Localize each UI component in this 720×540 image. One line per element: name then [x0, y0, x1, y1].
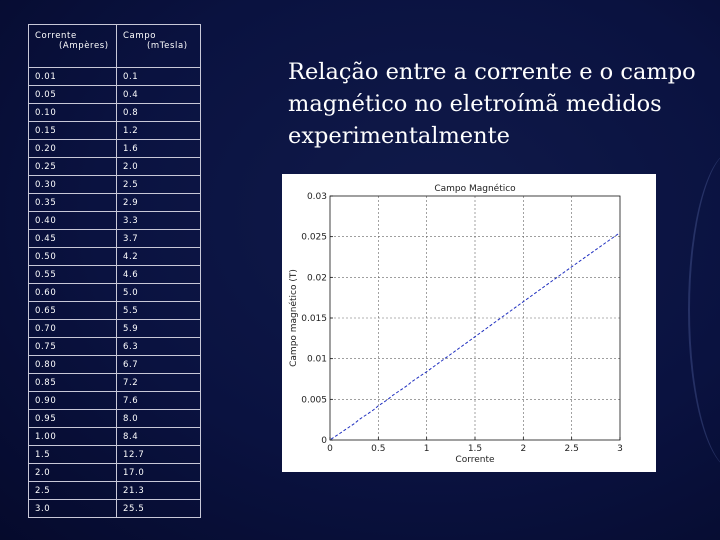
cell-corrente: 3.0 — [29, 500, 117, 518]
header-corrente-line2: (Ampères) — [59, 41, 109, 51]
y-tick-label: 0.01 — [306, 354, 327, 365]
cell-campo: 4.2 — [117, 248, 201, 266]
cell-corrente: 0.80 — [29, 356, 117, 374]
cell-campo: 8.4 — [117, 428, 201, 446]
x-tick-label: 2 — [520, 444, 527, 454]
x-tick-label: 0 — [327, 444, 333, 454]
y-tick-label: 0 — [321, 436, 327, 446]
table-row — [29, 392, 201, 410]
table-row — [29, 176, 201, 194]
x-tick-label: 2.5 — [564, 444, 579, 454]
cell-corrente: 0.85 — [29, 374, 117, 392]
cell-campo: 3.3 — [117, 212, 201, 230]
cell-campo: 3.7 — [117, 230, 201, 248]
cell-corrente: 0.90 — [29, 392, 117, 410]
cell-corrente: 0.01 — [29, 68, 117, 86]
x-tick-label: 0.5 — [371, 444, 386, 454]
cell-campo: 1.2 — [117, 122, 201, 140]
y-axis-label: Campo magnético (T) — [289, 269, 299, 367]
x-tick-label: 1 — [423, 444, 430, 454]
table-row — [29, 284, 201, 302]
cell-campo: 0.8 — [117, 104, 201, 122]
table-row — [29, 104, 201, 122]
cell-corrente: 0.05 — [29, 86, 117, 104]
cell-corrente: 0.70 — [29, 320, 117, 338]
cell-corrente: 2.5 — [29, 482, 117, 500]
table-row — [29, 194, 201, 212]
cell-corrente: 1.00 — [29, 428, 117, 446]
cell-corrente: 1.5 — [29, 446, 117, 464]
table-row — [29, 122, 201, 140]
cell-corrente: 0.65 — [29, 302, 117, 320]
header-corrente-line1: Corrente — [35, 31, 77, 41]
table-row — [29, 248, 201, 266]
table-row — [29, 266, 201, 284]
table-row — [29, 230, 201, 248]
cell-campo: 12.7 — [117, 446, 201, 464]
cell-campo: 4.6 — [117, 266, 201, 284]
cell-campo: 8.0 — [117, 410, 201, 428]
series-line — [331, 233, 620, 440]
chart-svg — [282, 174, 656, 472]
chart-title: Campo Magnético — [434, 184, 516, 194]
x-tick-label: 3 — [617, 444, 623, 454]
cell-corrente: 0.35 — [29, 194, 117, 212]
table-row — [29, 428, 201, 446]
cell-corrente: 0.10 — [29, 104, 117, 122]
cell-corrente: 0.95 — [29, 410, 117, 428]
cell-corrente: 0.40 — [29, 212, 117, 230]
cell-corrente: 0.55 — [29, 266, 117, 284]
header-corrente — [29, 25, 117, 68]
cell-campo: 7.6 — [117, 392, 201, 410]
table-row — [29, 320, 201, 338]
cell-campo: 25.5 — [117, 500, 201, 518]
cell-campo: 6.7 — [117, 356, 201, 374]
table-row — [29, 410, 201, 428]
cell-corrente: 0.30 — [29, 176, 117, 194]
cell-campo: 0.1 — [117, 68, 201, 86]
y-tick-label: 0.015 — [301, 314, 327, 324]
y-tick-label: 0.025 — [301, 232, 327, 243]
table-row — [29, 140, 201, 158]
table-row — [29, 374, 201, 392]
header-campo-line1: Campo — [123, 31, 157, 41]
cell-corrente: 2.0 — [29, 464, 117, 482]
table-row — [29, 500, 201, 518]
table-row — [29, 302, 201, 320]
cell-campo: 5.5 — [117, 302, 201, 320]
cell-campo: 2.0 — [117, 158, 201, 176]
chart-panel — [282, 174, 656, 472]
cell-corrente: 0.25 — [29, 158, 117, 176]
y-tick-label: 0.03 — [306, 192, 327, 202]
decorative-arc — [688, 150, 720, 470]
y-tick-label: 0.005 — [301, 395, 327, 406]
table-row — [29, 464, 201, 482]
header-campo-line2: (mTesla) — [147, 41, 188, 51]
cell-corrente: 0.50 — [29, 248, 117, 266]
slide-title: Relação entre a corrente e o campo magnético no eletroímã medidos experimentalmente — [288, 59, 696, 149]
table-row — [29, 212, 201, 230]
table-row — [29, 356, 201, 374]
cell-corrente: 0.45 — [29, 230, 117, 248]
table-row — [29, 86, 201, 104]
cell-corrente: 0.20 — [29, 140, 117, 158]
table-row — [29, 158, 201, 176]
x-tick-label: 1.5 — [467, 444, 483, 454]
cell-campo: 21.3 — [117, 482, 201, 500]
cell-campo: 0.4 — [117, 86, 201, 104]
table-row — [29, 482, 201, 500]
header-campo — [117, 25, 201, 68]
cell-campo: 17.0 — [117, 464, 201, 482]
cell-corrente: 0.60 — [29, 284, 117, 302]
table-row — [29, 446, 201, 464]
cell-campo: 1.6 — [117, 140, 201, 158]
data-table — [28, 24, 201, 518]
table-row — [29, 68, 201, 86]
cell-corrente: 0.75 — [29, 338, 117, 356]
cell-campo: 7.2 — [117, 374, 201, 392]
cell-campo: 5.9 — [117, 320, 201, 338]
cell-campo: 5.0 — [117, 284, 201, 302]
x-axis-label: Corrente — [455, 455, 495, 465]
table-row — [29, 338, 201, 356]
table-header-row — [29, 25, 201, 68]
cell-campo: 6.3 — [117, 338, 201, 356]
y-tick-label: 0.02 — [306, 273, 327, 284]
cell-corrente: 0.15 — [29, 122, 117, 140]
cell-campo: 2.5 — [117, 176, 201, 194]
cell-campo: 2.9 — [117, 194, 201, 212]
table-body — [29, 68, 201, 518]
